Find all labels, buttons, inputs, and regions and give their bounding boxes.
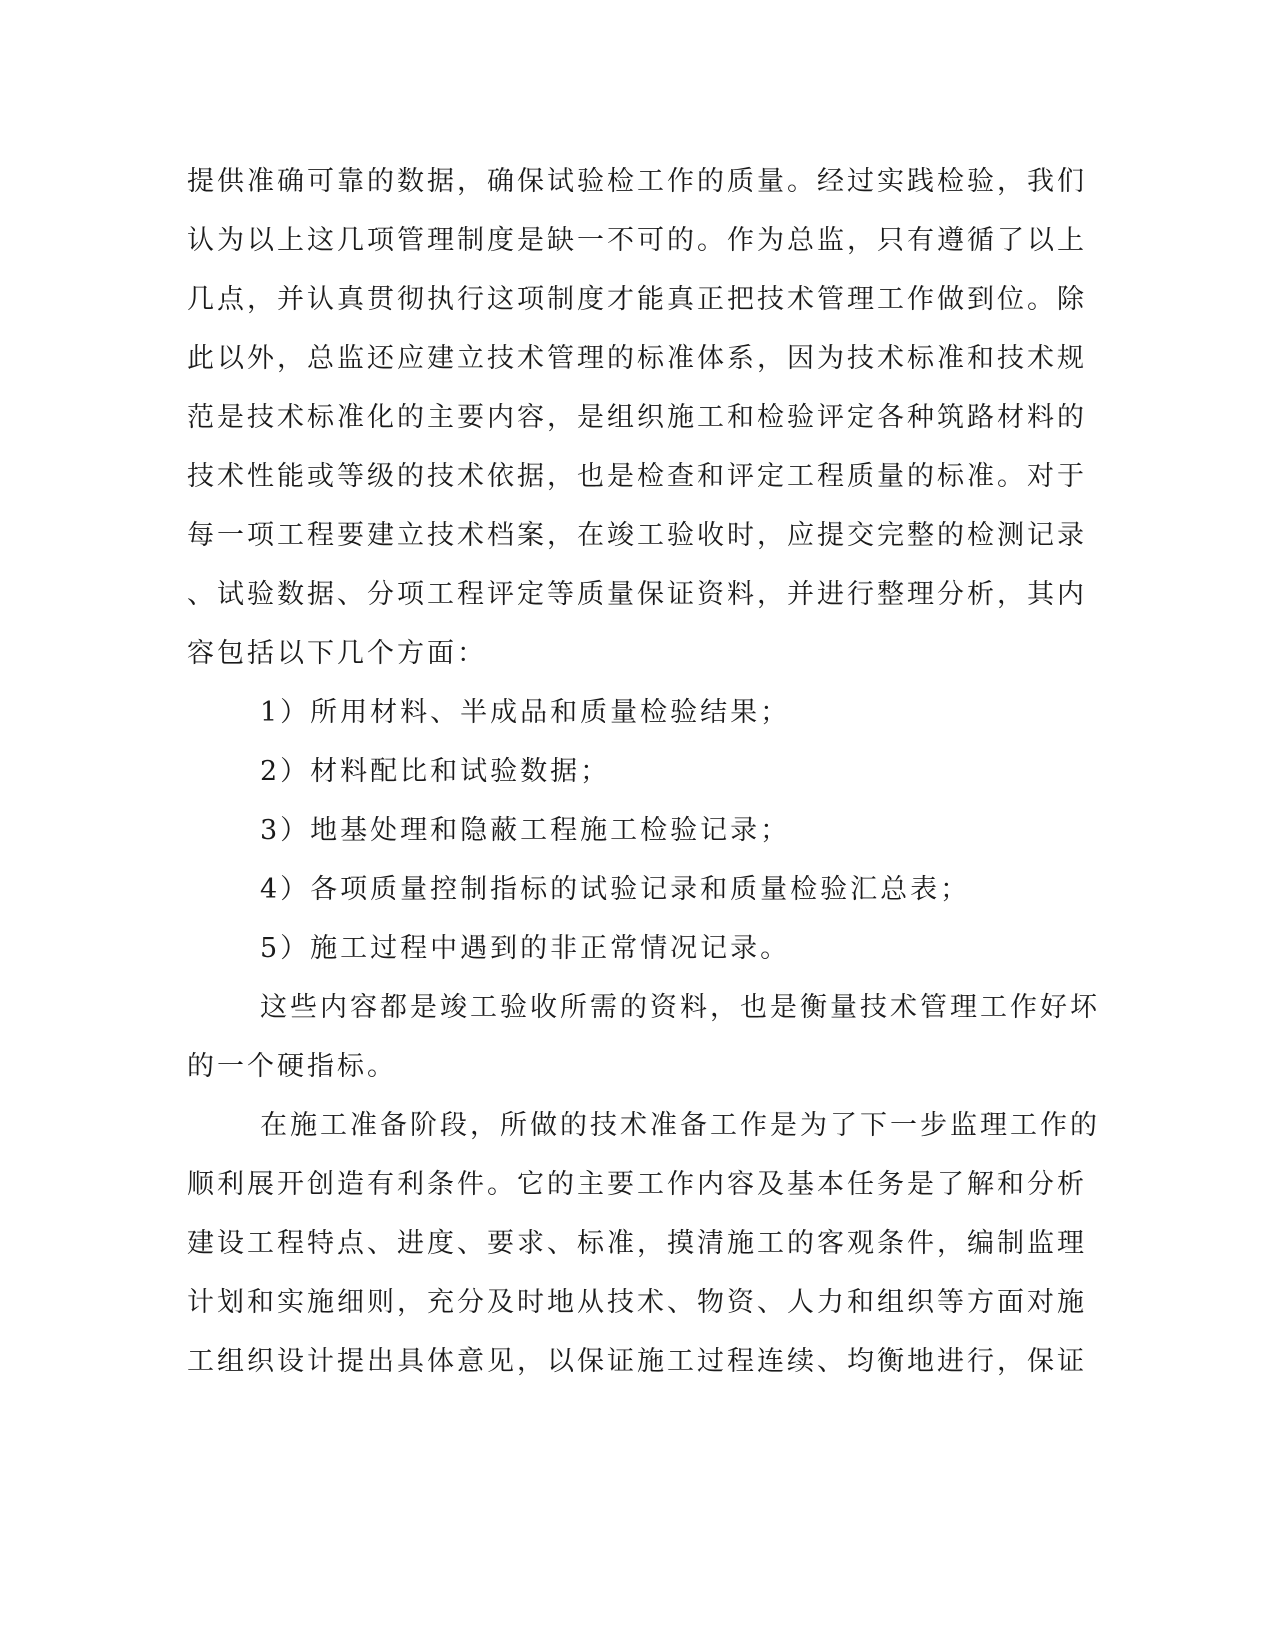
paragraph-line: 建设工程特点、进度、要求、标准，摸清施工的客观条件，编制监理	[187, 1228, 1087, 1259]
list-item: 3）地基处理和隐蔽工程施工检验记录；	[260, 815, 791, 846]
paragraph-line: 容包括以下几个方面：	[187, 638, 487, 669]
list-item: 1）所用材料、半成品和质量检验结果；	[260, 697, 791, 728]
paragraph-line: 此以外，总监还应建立技术管理的标准体系，因为技术标准和技术规	[187, 343, 1087, 374]
paragraph-line: 提供准确可靠的数据，确保试验检工作的质量。经过实践检验，我们	[187, 166, 1087, 197]
list-item: 4）各项质量控制指标的试验记录和质量检验汇总表；	[260, 874, 971, 905]
paragraph-line: 技术性能或等级的技术依据，也是检查和评定工程质量的标准。对于	[187, 461, 1087, 492]
paragraph-line: 在施工准备阶段，所做的技术准备工作是为了下一步监理工作的	[260, 1110, 1100, 1141]
paragraph-line: 范是技术标准化的主要内容，是组织施工和检验评定各种筑路材料的	[187, 402, 1087, 433]
paragraph-line: 顺利展开创造有利条件。它的主要工作内容及基本任务是了解和分析	[187, 1169, 1087, 1200]
paragraph-line: 工组织设计提出具体意见，以保证施工过程连续、均衡地进行，保证	[187, 1346, 1087, 1377]
list-item: 5）施工过程中遇到的非正常情况记录。	[260, 933, 791, 964]
paragraph-line: 的一个硬指标。	[187, 1051, 397, 1082]
paragraph-line: 计划和实施细则，充分及时地从技术、物资、人力和组织等方面对施	[187, 1287, 1087, 1318]
paragraph-line: 几点，并认真贯彻执行这项制度才能真正把技术管理工作做到位。除	[187, 284, 1087, 315]
paragraph-line: 、试验数据、分项工程评定等质量保证资料，并进行整理分析，其内	[187, 579, 1087, 610]
paragraph-line: 每一项工程要建立技术档案，在竣工验收时，应提交完整的检测记录	[187, 520, 1087, 551]
paragraph-line: 这些内容都是竣工验收所需的资料，也是衡量技术管理工作好坏	[260, 992, 1100, 1023]
list-item: 2）材料配比和试验数据；	[260, 756, 611, 787]
paragraph-line: 认为以上这几项管理制度是缺一不可的。作为总监，只有遵循了以上	[187, 225, 1087, 256]
